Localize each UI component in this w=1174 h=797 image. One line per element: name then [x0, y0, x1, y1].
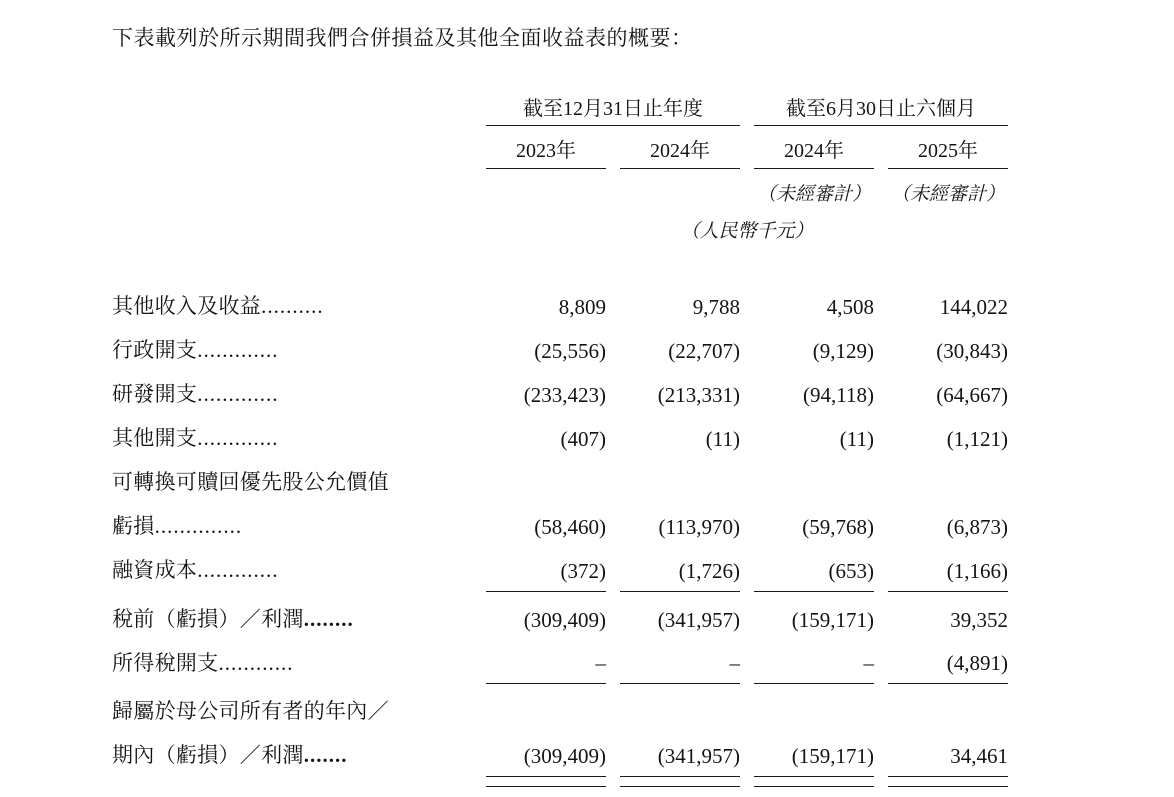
row-label-text: 融資成本: [112, 558, 198, 582]
table-row: [112, 327, 1008, 371]
row-label: [112, 547, 472, 591]
table-group-header-row: [112, 92, 1008, 126]
row-leader-dots: .............: [197, 426, 279, 450]
row-value: [620, 688, 740, 732]
column-gap: [874, 776, 888, 786]
table-row: [112, 596, 1008, 640]
column-gap: [740, 732, 754, 776]
row-value: (22,707): [668, 339, 740, 363]
column-gap: [606, 371, 620, 415]
row-leader-dots: ............: [218, 650, 294, 675]
row-value: (341,957): [657, 607, 740, 632]
row-value: (407): [560, 427, 606, 451]
rule-cell: [888, 776, 1008, 786]
row-leader-dots: .............: [197, 382, 279, 406]
column-gap: [606, 283, 620, 327]
row-label-text: 研發開支: [112, 382, 198, 406]
row-value: (4,891): [946, 651, 1008, 675]
row-label: [112, 503, 472, 547]
column-gap: [874, 415, 888, 459]
column-gap: [606, 732, 620, 776]
rule-cell: [754, 776, 874, 786]
column-gap: [606, 327, 620, 371]
column-gap: [472, 596, 486, 640]
column-gap: [606, 640, 620, 684]
unit-note: （人民幣千元）: [680, 221, 814, 242]
audit-note-2025-interim: （未經審計）: [890, 184, 1005, 205]
column-gap: [874, 503, 888, 547]
row-label-text: 行政開支: [112, 338, 198, 362]
column-gap: [472, 547, 486, 591]
row-value: (233,423): [523, 383, 606, 407]
row-value: (1,121): [946, 427, 1008, 451]
year-header-2023: 2023年: [486, 126, 606, 169]
row-value: 144,022: [939, 295, 1008, 319]
column-gap: [874, 327, 888, 371]
column-gap: [606, 688, 620, 732]
column-gap: [874, 283, 888, 327]
row-value: [486, 688, 606, 732]
year-header-2024-annual: 2024年: [620, 126, 740, 169]
rule-spacer: [112, 776, 472, 786]
row-label-text: 虧損: [112, 514, 155, 538]
table-row: [112, 503, 1008, 547]
row-value: (653): [828, 558, 874, 583]
rule-cell: [620, 776, 740, 786]
column-gap: [472, 732, 486, 776]
row-value: (159,171): [791, 743, 874, 768]
column-gap: [606, 596, 620, 640]
table-spacer-row: [112, 243, 1008, 283]
table-body: [112, 283, 1008, 786]
row-value: 34,461: [950, 743, 1008, 768]
table-row: [112, 688, 1008, 732]
table-row: [112, 547, 1008, 591]
column-gap: [740, 547, 754, 591]
column-gap: [472, 640, 486, 684]
table-row: [112, 371, 1008, 415]
row-leader-dots: .......: [303, 743, 348, 767]
column-gap: [874, 547, 888, 591]
column-gap: [740, 459, 754, 503]
column-gap: [606, 459, 620, 503]
row-value: (58,460): [534, 515, 606, 539]
table-year-header-row: [112, 126, 1008, 169]
rule-cell: [486, 776, 606, 786]
column-gap: [874, 732, 888, 776]
row-value: –: [729, 651, 740, 675]
row-label: [112, 283, 472, 327]
row-value: (309,409): [523, 743, 606, 768]
row-value: –: [863, 651, 874, 675]
row-label-text: 稅前（虧損）／利潤: [112, 606, 304, 631]
row-value: (11): [705, 427, 740, 451]
table-row: [112, 732, 1008, 776]
column-gap: [606, 503, 620, 547]
table-rule-row: [112, 776, 1008, 786]
column-gap: [740, 415, 754, 459]
row-value: (341,957): [657, 743, 740, 768]
column-gap: [740, 327, 754, 371]
row-value: (1,726): [678, 558, 740, 583]
row-value: (159,171): [791, 607, 874, 632]
table-row: [112, 283, 1008, 327]
row-value: [486, 459, 606, 503]
column-gap: [874, 371, 888, 415]
intro-paragraph: 下表載列於所示期間我們合併損益及其他全面收益表的概要：: [112, 26, 693, 50]
row-value: 39,352: [950, 607, 1008, 632]
row-value: [754, 459, 874, 503]
group-header-annual: 截至12月31日止年度: [486, 92, 740, 126]
column-gap: [606, 547, 620, 591]
column-gap: [740, 688, 754, 732]
row-leader-dots: ..............: [154, 514, 243, 538]
row-value: 9,788: [692, 295, 740, 319]
column-gap: [740, 283, 754, 327]
column-gap: [472, 415, 486, 459]
row-value: (1,166): [946, 558, 1008, 583]
column-gap: [740, 596, 754, 640]
column-gap: [740, 776, 754, 786]
financial-summary-table: [112, 92, 1008, 787]
row-label-text: 所得稅開支: [112, 650, 219, 675]
row-value: (6,873): [946, 515, 1008, 539]
column-gap: [472, 327, 486, 371]
column-gap: [874, 688, 888, 732]
column-gap: [606, 776, 620, 786]
row-leader-dots: ........: [303, 606, 354, 631]
row-label: [112, 371, 472, 415]
column-gap: [472, 283, 486, 327]
row-value: (372): [560, 558, 606, 583]
column-gap: [472, 688, 486, 732]
column-gap: [740, 640, 754, 684]
row-value: [888, 459, 1008, 503]
row-value: (309,409): [523, 607, 606, 632]
row-value: (9,129): [812, 339, 874, 363]
row-label-text: 其他收入及收益: [112, 294, 262, 318]
row-leader-dots: .............: [197, 558, 279, 582]
table-row: [112, 459, 1008, 503]
row-leader-dots: .............: [197, 338, 279, 362]
row-label-text: 歸屬於母公司所有者的年內／: [112, 699, 389, 723]
column-gap: [472, 459, 486, 503]
column-gap: [472, 776, 486, 786]
column-gap: [472, 503, 486, 547]
column-gap: [740, 503, 754, 547]
row-label: [112, 459, 472, 503]
row-value: (213,331): [657, 383, 740, 407]
row-value: (64,667): [936, 383, 1008, 407]
row-value: [754, 688, 874, 732]
column-gap: [874, 596, 888, 640]
table-row: [112, 640, 1008, 684]
row-label: [112, 596, 472, 640]
row-label: [112, 640, 472, 684]
row-leader-dots: ..........: [261, 294, 324, 318]
row-label-text: 期內（虧損）／利潤: [112, 743, 304, 767]
row-value: 8,809: [558, 295, 606, 319]
row-value: –: [595, 651, 606, 675]
row-value: (25,556): [534, 339, 606, 363]
row-value: (59,768): [802, 515, 874, 539]
column-gap: [874, 640, 888, 684]
column-gap: [740, 371, 754, 415]
audit-note-2023: [486, 169, 606, 207]
row-label: [112, 415, 472, 459]
row-label-text: 可轉換可贖回優先股公允價值: [112, 470, 389, 494]
row-value: (94,118): [803, 383, 874, 407]
row-label-text: 其他開支: [112, 426, 198, 450]
row-value: 4,508: [826, 295, 874, 319]
row-label: [112, 688, 472, 732]
row-label: [112, 327, 472, 371]
table-row: [112, 415, 1008, 459]
row-value: (30,843): [936, 339, 1008, 363]
column-gap: [606, 415, 620, 459]
group-header-interim: 截至6月30日止六個月: [754, 92, 1008, 126]
row-value: (11): [839, 427, 874, 451]
column-gap: [472, 371, 486, 415]
table-audit-note-row: [112, 169, 1008, 207]
row-value: (113,970): [658, 515, 740, 539]
audit-note-2024-annual: [620, 169, 740, 207]
row-value: [620, 459, 740, 503]
row-value: [888, 688, 1008, 732]
year-header-2025-interim: 2025年: [888, 126, 1008, 169]
audit-note-2024-interim: （未經審計）: [756, 184, 871, 205]
column-gap: [874, 459, 888, 503]
row-label: [112, 732, 472, 776]
table-unit-note-row: [112, 206, 1008, 243]
year-header-2024-interim: 2024年: [754, 126, 874, 169]
